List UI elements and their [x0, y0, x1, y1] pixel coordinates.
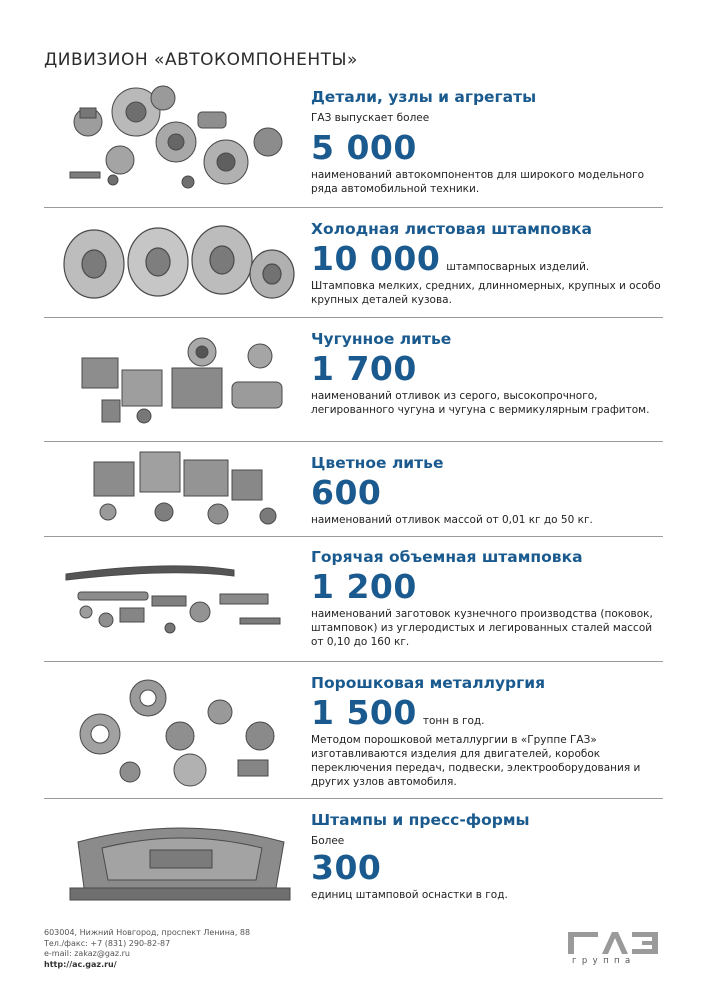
section-title: Порошковая металлургия [311, 674, 546, 692]
section-number-suffix: штампосварных изделий. [446, 261, 590, 273]
divider [44, 536, 663, 537]
section-title: Штампы и пресс-формы [311, 811, 530, 829]
page-title: ДИВИЗИОН «АВТОКОМПОНЕНТЫ» [44, 50, 358, 70]
divider [44, 207, 663, 208]
section-number: 5 000 [311, 128, 417, 167]
section-title: Холодная листовая штамповка [311, 220, 593, 238]
section-description: Методом порошковой металлургии в «Группе ГАЗ» изготавливаются изделия для двигателей, коробок переключения передач, подвески, электрооборудования и других узлов автомобиля. [311, 734, 641, 788]
section-number: 600 [311, 473, 382, 512]
section-description: наименований автокомпонентов для широкого модельного ряда автомобильной техники. [311, 169, 645, 195]
section-title: Цветное литье [311, 454, 444, 472]
section-description: наименований заготовок кузнечного производства (поковок, штамповок) из углеродистых и легированных сталей массой от 0,10 до 160 кг. [311, 608, 653, 648]
footer-email[interactable]: e-mail: zakaz@gaz.ru [44, 949, 130, 958]
section-intro: Более [311, 835, 345, 847]
section-title: Горячая объемная штамповка [311, 548, 583, 566]
footer-url[interactable]: http://ac.gaz.ru/ [44, 959, 117, 969]
section-number: 1 500 [311, 693, 417, 732]
divider [44, 441, 663, 442]
section-title: Чугунное литье [311, 330, 452, 348]
stamping-die-photo [62, 808, 300, 904]
divider [44, 798, 663, 799]
powder-metal-parts-photo [60, 676, 298, 790]
section-number: 10 000 [311, 239, 441, 278]
section-number: 1 700 [311, 349, 417, 388]
footer-phone: Тел./факс: +7 (831) 290-82-87 [44, 938, 171, 948]
section-description: наименований отливок массой от 0,01 кг до 50 кг. [311, 514, 593, 526]
section-description: единиц штамповой оснастки в год. [311, 889, 508, 901]
section-number-suffix: тонн в год. [422, 715, 485, 727]
section-description: Штамповка мелких, средних, длинномерных, крупных и особо крупных деталей кузова. [311, 280, 661, 306]
iron-castings-photo [62, 330, 298, 430]
logo-subtitle: группа [572, 956, 636, 966]
section-intro: ГАЗ выпускает более [311, 112, 430, 124]
wheel-rims-photo [58, 222, 298, 302]
footer-contacts [44, 928, 250, 970]
section-title: Детали, узлы и агрегаты [311, 88, 537, 106]
divider [44, 661, 663, 662]
forgings-photo [60, 560, 300, 640]
nonferrous-castings-photo [68, 446, 296, 530]
footer-address: 603004, Нижний Новгород, проспект Ленина, 88 [44, 928, 251, 937]
divider [44, 317, 663, 318]
section-description: наименований отливок из серого, высокопрочного, легированного чугуна и чугуна с вермикулярным графитом. [311, 390, 650, 416]
section-number: 300 [311, 848, 382, 887]
auto-parts-assembly-photo [58, 82, 298, 194]
section-number: 1 200 [311, 567, 417, 606]
